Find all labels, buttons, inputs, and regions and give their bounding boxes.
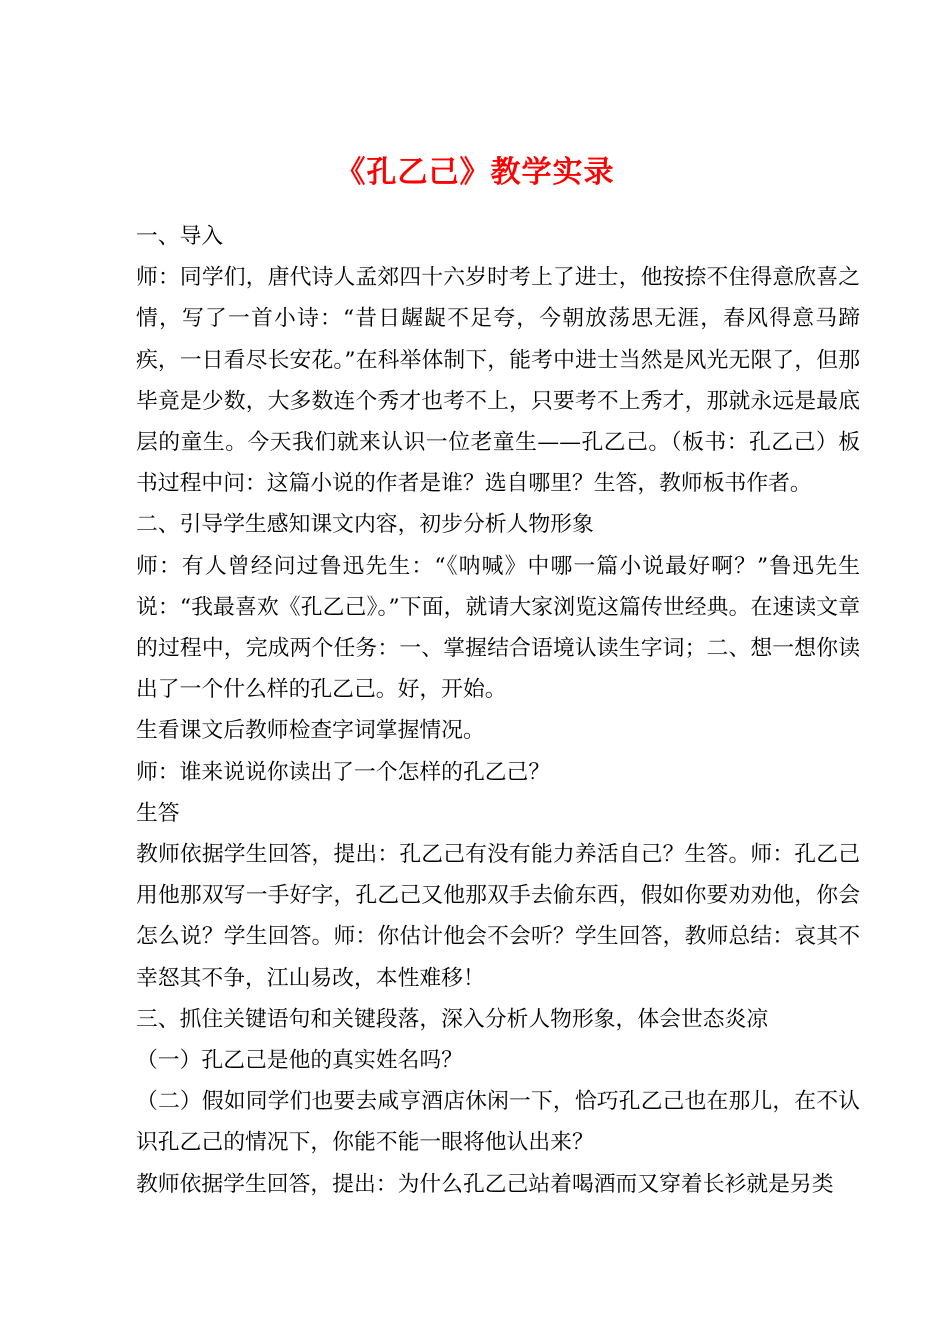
sub-question-one: （一）孔乙己是他的真实姓名吗？	[136, 1048, 463, 1074]
paragraph: 教师依据学生回答，提出：孔乙己有没有能力养活自己？生答。师：孔乙己用他那双写一手好字，孔乙己又他那双手去偷东西，假如你要劝劝他，你会怎么说？学生回答。师：你估计他会不会听？学生回答，教师总结：哀其不幸怒其不争，江山易改，本性难移！	[136, 842, 860, 991]
section-heading-intro: 一、导入	[136, 224, 224, 249]
document-body	[136, 216, 860, 1205]
document-title: 《孔乙己》教学实录	[335, 155, 615, 190]
paragraph: 师：谁来说说你读出了一个怎样的孔乙己？	[136, 759, 551, 785]
paragraph: 教师依据学生回答，提出：为什么孔乙己站着喝酒而又穿着长衫就是另类	[136, 1171, 834, 1197]
paragraph: 师：有人曾经问过鲁迅先生：“《呐喊》中哪一篇小说最好啊？”鲁迅先生说：“我最喜欢《孔乙己》。”下面，就请大家浏览这篇传世经典。在速读文章的过程中，完成两个任务：一、掌握结合语境认读生字词；二、想一想你读出了一个什么样的孔乙己。好，开始。	[136, 553, 860, 703]
section-heading-analysis: 三、抓住关键语句和关键段落，深入分析人物形象，体会世态炎凉	[136, 1006, 769, 1032]
paragraph: 生看课文后教师检查字词掌握情况。	[136, 718, 485, 744]
sub-question-two: （二）假如同学们也要去咸亨酒店休闲一下，恰巧孔乙己也在那儿，在不认识孔乙己的情况下，你能不能一眼将他认出来？	[136, 1089, 860, 1156]
paragraph: 生答	[136, 800, 180, 826]
paragraph: 师：同学们，唐代诗人孟郊四十六岁时考上了进士，他按捺不住得意欣喜之情，写了一首小诗：“昔日龌龊不足夸，今朝放荡思无涯，春风得意马蹄疾，一日看尽长安花。”在科举体制下，能考中进士当然是风光无限了，但那毕竟是少数，大多数连个秀才也考不上，只要考不上秀才，那就永远是最底层的童生。今天我们就来认识一位老童生——孔乙己。（板书：孔乙己）板书过程中问：这篇小说的作者是谁？选自哪里？生答，教师板书作者。	[136, 265, 860, 497]
section-heading-perception: 二、引导学生感知课文内容，初步分析人物形象	[136, 512, 594, 538]
